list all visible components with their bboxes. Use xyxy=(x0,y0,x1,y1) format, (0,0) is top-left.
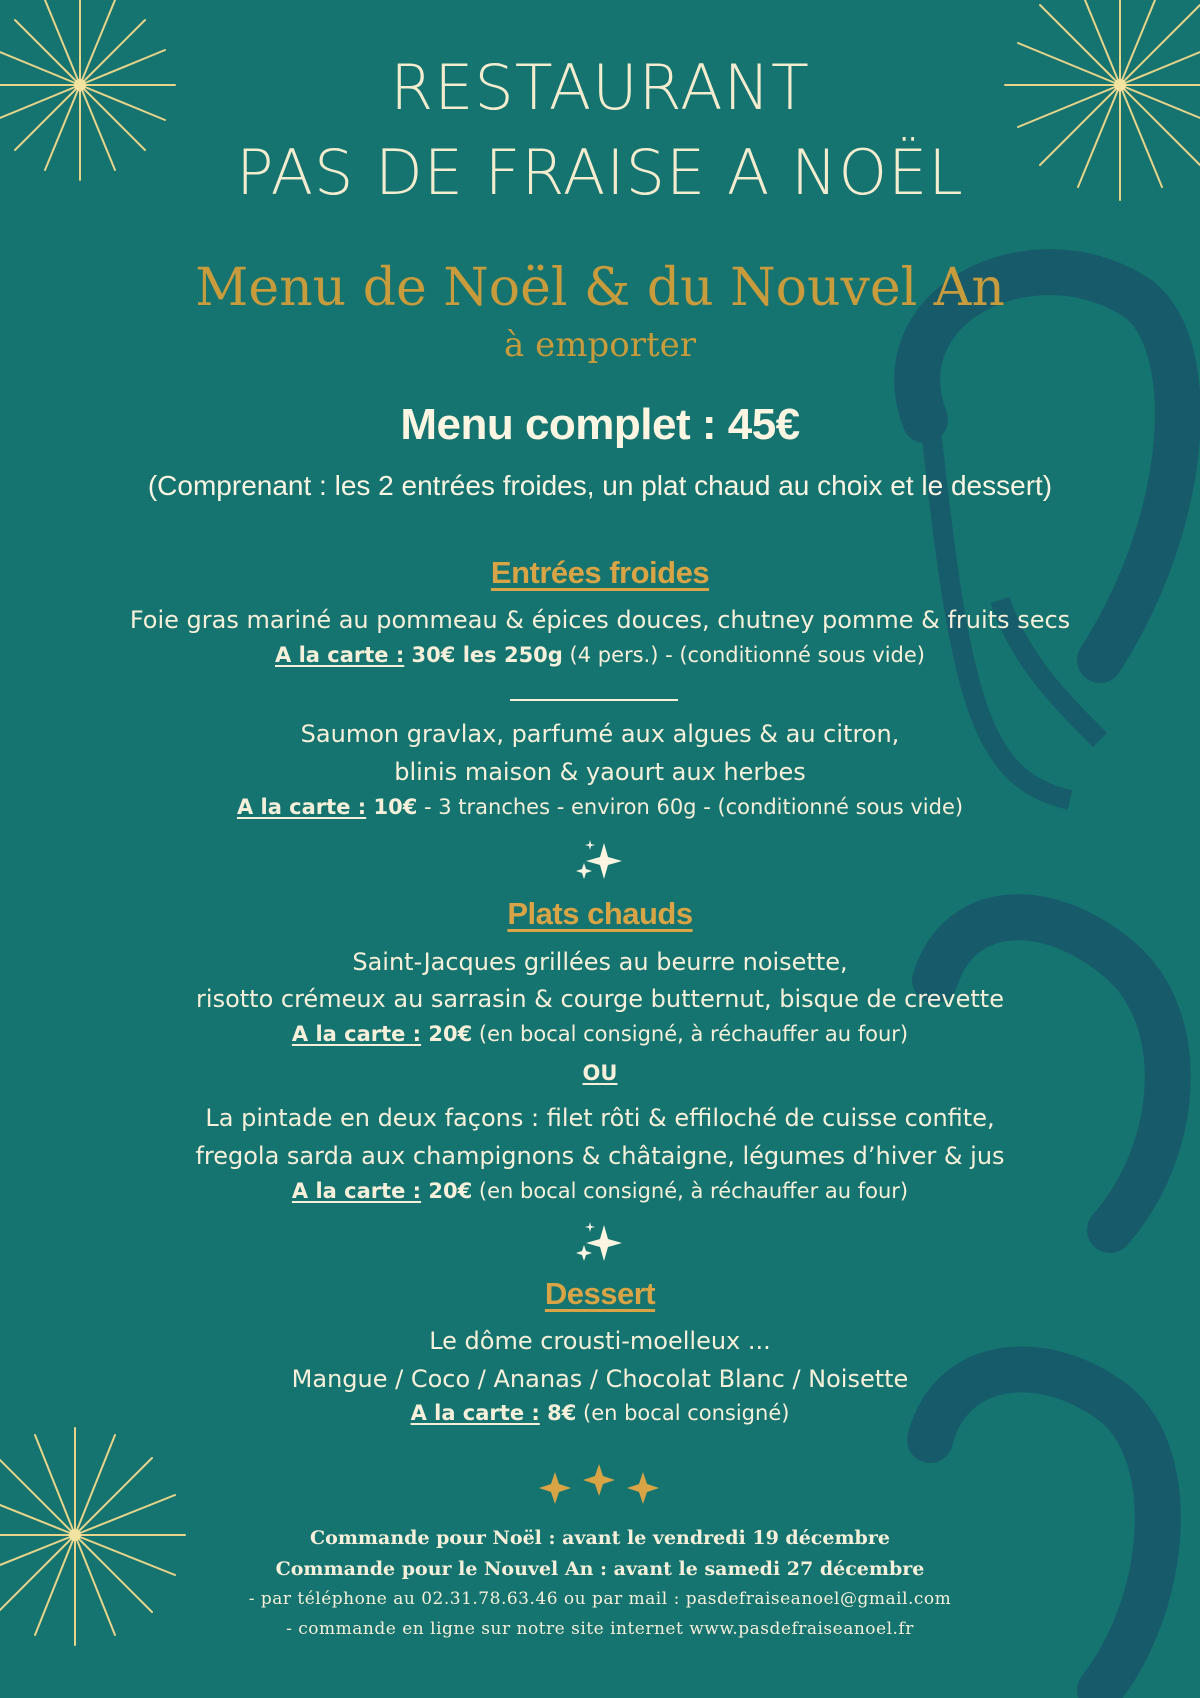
sparkle-icon xyxy=(570,838,630,888)
restaurant-label: RESTAURANT xyxy=(390,51,810,124)
menu-title: Menu de Noël & du Nouvel An xyxy=(195,258,1005,318)
dessert-desc-line2: Mangue / Coco / Ananas / Chocolat Blanc / Noisette xyxy=(291,1365,909,1393)
plat-2-desc-line2: fregola sarda aux champignons & châtaigne, légumes d’hiver & jus xyxy=(195,1142,1005,1170)
menu-complet-title: Menu complet : 45€ xyxy=(400,400,800,449)
restaurant-name: PAS DE FRAISE A NOËL xyxy=(236,136,964,209)
order-nouvel-an: Commande pour le Nouvel An : avant le samedi 27 décembre xyxy=(275,1558,925,1580)
divider xyxy=(510,699,678,701)
price-value: 10€ xyxy=(366,795,418,819)
price-value: 20€ xyxy=(421,1022,473,1046)
order-noel: Commande pour Noël : avant le vendredi 19 décembre xyxy=(310,1527,890,1549)
plat-1-price xyxy=(0,1022,1200,1046)
plat-2-desc-line1: La pintade en deux façons : filet rôti & effiloché de cuisse confite, xyxy=(205,1104,995,1132)
price-value: 30€ les 250g xyxy=(404,643,563,667)
sparkle-icon xyxy=(570,1220,630,1270)
dessert-price xyxy=(0,1401,1200,1425)
entree-1-price xyxy=(0,643,1200,667)
contact-line: - par téléphone au 02.31.78.63.46 ou par mail : pasdefraiseanoel@gmail.com xyxy=(248,1589,952,1609)
price-label: A la carte : xyxy=(291,1022,422,1046)
online-order-line: - commande en ligne sur notre site internet www.pasdefraiseanoel.fr xyxy=(286,1619,914,1639)
ou-separator: OU xyxy=(582,1061,618,1085)
section-plats-title: Plats chauds xyxy=(507,896,693,931)
price-detail: - 3 tranches - environ 60g - (conditionné sous vide) xyxy=(417,795,964,819)
price-label: A la carte : xyxy=(291,1179,422,1203)
price-detail: (en bocal consigné, à réchauffer au four) xyxy=(472,1179,909,1203)
plat-1-desc-line1: Saint-Jacques grillées au beurre noisette, xyxy=(352,948,848,976)
entree-2-desc-line1: Saumon gravlax, parfumé aux algues & au citron, xyxy=(300,720,900,748)
price-label: A la carte : xyxy=(410,1401,540,1425)
plat-2-price xyxy=(0,1179,1200,1203)
entree-1-desc: Foie gras mariné au pommeau & épices douces, chutney pomme & fruits secs xyxy=(129,606,1071,634)
price-detail: (4 pers.) - (conditionné sous vide) xyxy=(562,643,925,667)
entree-2-price xyxy=(0,795,1200,819)
price-label: A la carte : xyxy=(236,795,367,819)
section-dessert-title: Dessert xyxy=(544,1276,656,1311)
price-detail: (en bocal consigné, à réchauffer au four) xyxy=(472,1022,909,1046)
gold-stars-icon xyxy=(535,1462,665,1512)
price-value: 20€ xyxy=(421,1179,473,1203)
price-value: 8€ xyxy=(539,1401,577,1425)
menu-complet-note: (Comprenant : les 2 entrées froides, un plat chaud au choix et le dessert) xyxy=(147,470,1053,501)
entree-2-desc-line2: blinis maison & yaourt aux herbes xyxy=(394,758,806,786)
price-detail: (en bocal consigné) xyxy=(576,1401,790,1425)
dessert-desc-line1: Le dôme crousti-moelleux ... xyxy=(429,1327,771,1355)
menu-subtitle: à emporter xyxy=(504,325,696,365)
price-label: A la carte : xyxy=(275,643,405,667)
plat-1-desc-line2: risotto crémeux au sarrasin & courge butternut, bisque de crevette xyxy=(196,985,1004,1013)
section-entrees-title: Entrées froides xyxy=(490,555,710,590)
